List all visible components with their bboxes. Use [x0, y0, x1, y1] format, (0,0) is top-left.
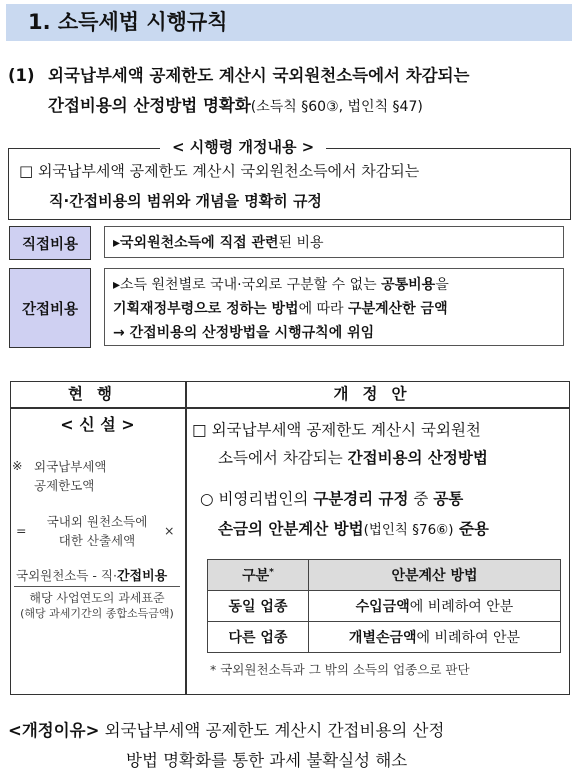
- allocation-table-header: [208, 560, 561, 591]
- direct-cost-desc-bold: ▸국외원천소득에 직접 관련: [113, 235, 279, 251]
- section-title: 1. 소득세법 시행규칙: [6, 4, 572, 41]
- reason: [8, 716, 574, 776]
- indirect-cost-line1: ▸소득 원천별로 국내·국외로 구분할 수 없는 공통비용을: [113, 277, 449, 293]
- denominator-line2: (해당 과세기간의 종합소득금액): [20, 607, 174, 620]
- table-row: [208, 622, 561, 653]
- denominator-line1: 해당 사업연도의 과세표준: [29, 591, 165, 605]
- note-mark: ※: [12, 458, 23, 473]
- row-type: 다른 업종: [208, 622, 309, 653]
- header-proposed: 개정안: [333, 385, 421, 403]
- comparison-column-divider: [185, 382, 187, 694]
- proposed-para2: [200, 484, 489, 545]
- decree-box-label: < 시행령 개정내용 >: [160, 136, 326, 157]
- fraction-numerator: [16, 565, 167, 584]
- item-heading-bold: 간접비용의 산정방법 명확화: [48, 96, 251, 115]
- col-method: 안분계산 방법: [309, 560, 561, 591]
- eq-sign: =: [16, 523, 27, 538]
- proposed-para2-line1: ○ 비영리법인의 구분경리 규정 중 공통: [200, 490, 464, 508]
- indirect-cost-tag: 간접비용: [9, 268, 91, 348]
- numerator-bold: 간접비용: [116, 569, 168, 584]
- header-current: 현행: [68, 385, 126, 403]
- fraction-denominator: [14, 590, 180, 622]
- indirect-cost-line3: → 간접비용의 산정방법을 시행규칙에 위임: [113, 325, 375, 341]
- table-footnote: * 국외원천소득과 그 밖의 소득의 업종으로 판단: [210, 662, 470, 677]
- row-method: 개별손금액에 비례하여 안분: [309, 622, 561, 653]
- fraction-top-line2: 대한 산출세액: [58, 533, 136, 548]
- reason-text1: 외국납부세액 공제한도 계산시 간접비용의 산정: [104, 721, 445, 740]
- comparison-header: [10, 381, 568, 407]
- proposed-para1-line2: 소득에서 차감되는 간접비용의 산정방법: [218, 449, 488, 467]
- reason-label: <개정이유>: [8, 721, 100, 740]
- note-lhs-line2: 공제한도액: [34, 478, 95, 493]
- item-heading-ref: (소득칙 §60③, 법인칙 §47): [250, 99, 423, 115]
- reason-line1: [8, 716, 574, 746]
- decree-line2: 직·간접비용의 범위와 개념을 명확히 규정: [49, 192, 322, 210]
- allocation-table: [207, 559, 561, 653]
- reason-line2: 방법 명확화를 통한 과세 불확실성 해소: [126, 751, 408, 770]
- fraction-bar: [14, 586, 180, 587]
- proposed-para1: [192, 416, 488, 472]
- note-lhs: [34, 457, 106, 495]
- numerator-text: 국외원천소득 - 직·: [16, 568, 117, 583]
- proposed-para2-line2: 손금의 안분계산 방법(법인칙 §76⑥) 준용: [218, 520, 489, 538]
- decree-box: [8, 148, 571, 220]
- table-row: [208, 591, 561, 622]
- fraction-top: [32, 512, 162, 550]
- direct-cost-tag: 직접비용: [9, 226, 91, 260]
- comparison-header-divider: [11, 407, 569, 409]
- decree-line1: □ 외국납부세액 공제한도 계산시 국외원천소득에서 차감되는: [19, 162, 420, 180]
- row-type: 동일 업종: [208, 591, 309, 622]
- note-lhs-line1: 외국납부세액: [34, 459, 107, 474]
- col-category: 구분*: [208, 560, 309, 591]
- proposed-para1-line1: □ 외국납부세액 공제한도 계산시 국외원천: [192, 421, 481, 439]
- direct-cost-desc: [104, 226, 564, 258]
- item-heading-line1: 외국납부세액 공제한도 계산시 국외원천소득에서 차감되는: [48, 66, 470, 85]
- item-heading-line2: [48, 92, 423, 121]
- current-new-label: < 신 설 >: [60, 415, 135, 434]
- item-number: (1): [8, 66, 35, 85]
- fraction-top-line1: 국내외 원천소득에: [46, 514, 148, 529]
- times-sign: ×: [164, 523, 175, 538]
- indirect-cost-line2: 기획재정부령으로 정하는 방법에 따라 구분계산한 금액: [113, 301, 448, 317]
- direct-cost-desc-rest: 된 비용: [278, 235, 324, 251]
- row-method: 수입금액에 비례하여 안분: [309, 591, 561, 622]
- indirect-cost-desc: [104, 268, 564, 346]
